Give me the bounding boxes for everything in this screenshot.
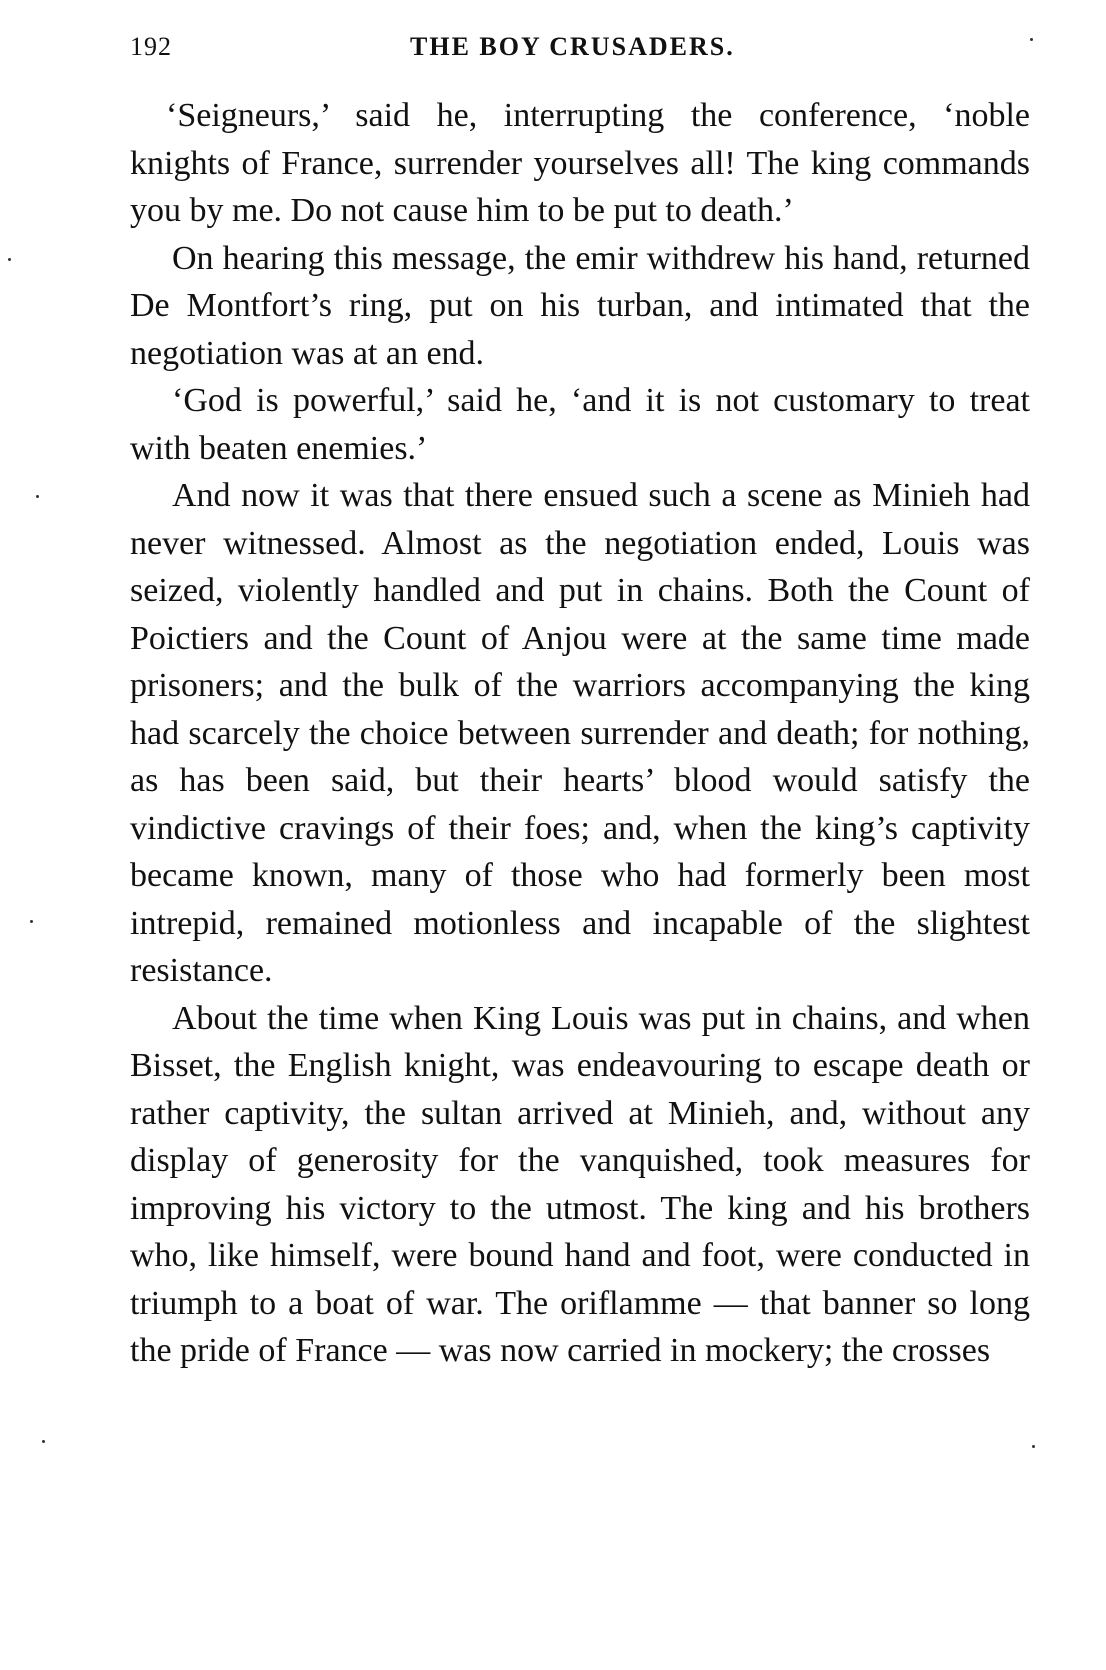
running-title: THE BOY CRUSADERS. bbox=[410, 32, 735, 61]
page-number: 192 bbox=[130, 32, 172, 61]
body-text bbox=[130, 92, 1030, 1375]
margin-speck bbox=[8, 258, 11, 261]
margin-speck bbox=[36, 495, 39, 498]
margin-speck bbox=[42, 1440, 45, 1443]
margin-speck bbox=[1030, 38, 1033, 41]
margin-speck bbox=[30, 920, 33, 923]
paragraph: About the time when King Louis was put in chains, and when Bisset, the English knight, was endeavouring to escape death or rather captivity, the sultan arrived at Minieh, and, without any display of generosity for the vanquished, took measures for improving his victory to the utmost. The king and his brothers who, like himself, were bound hand and foot, were conducted in triumph to a boat of war. The oriflamme — that banner so long the pride of France — was now carried in mockery; the crosses bbox=[130, 999, 1030, 1369]
running-head bbox=[130, 28, 1030, 68]
paragraph: And now it was that there ensued such a scene as Minieh had never witnessed. Almost as the negotiation ended, Louis was seized, violently handled and put in chains. Both the Count of Poictiers and the Count of Anjou were at the same time made prisoners; and the bulk of the warriors accompanying the king had scarcely the choice between surrender and death; for nothing, as has been said, but their hearts’ blood would satisfy the vindictive cravings of their foes; and, when the king’s captivity became known, many of those who had formerly been most intrepid, remained motionless and incapable of the slightest resistance. bbox=[130, 477, 1030, 989]
paragraph: On hearing this message, the emir withdrew his hand, returned De Montfort’s ring, put on his turban, and intimated that the negotiation was at an end. bbox=[130, 239, 1030, 372]
paragraph: ‘God is powerful,’ said he, ‘and it is not customary to treat with beaten enemies.’ bbox=[130, 382, 1030, 467]
margin-speck bbox=[1032, 1445, 1035, 1448]
paragraph: ‘Seigneurs,’ said he, interrupting the conference, ‘noble knights of France, surrender yourselves all! The king commands you by me. Do not cause him to be put to death.’ bbox=[130, 97, 1030, 229]
